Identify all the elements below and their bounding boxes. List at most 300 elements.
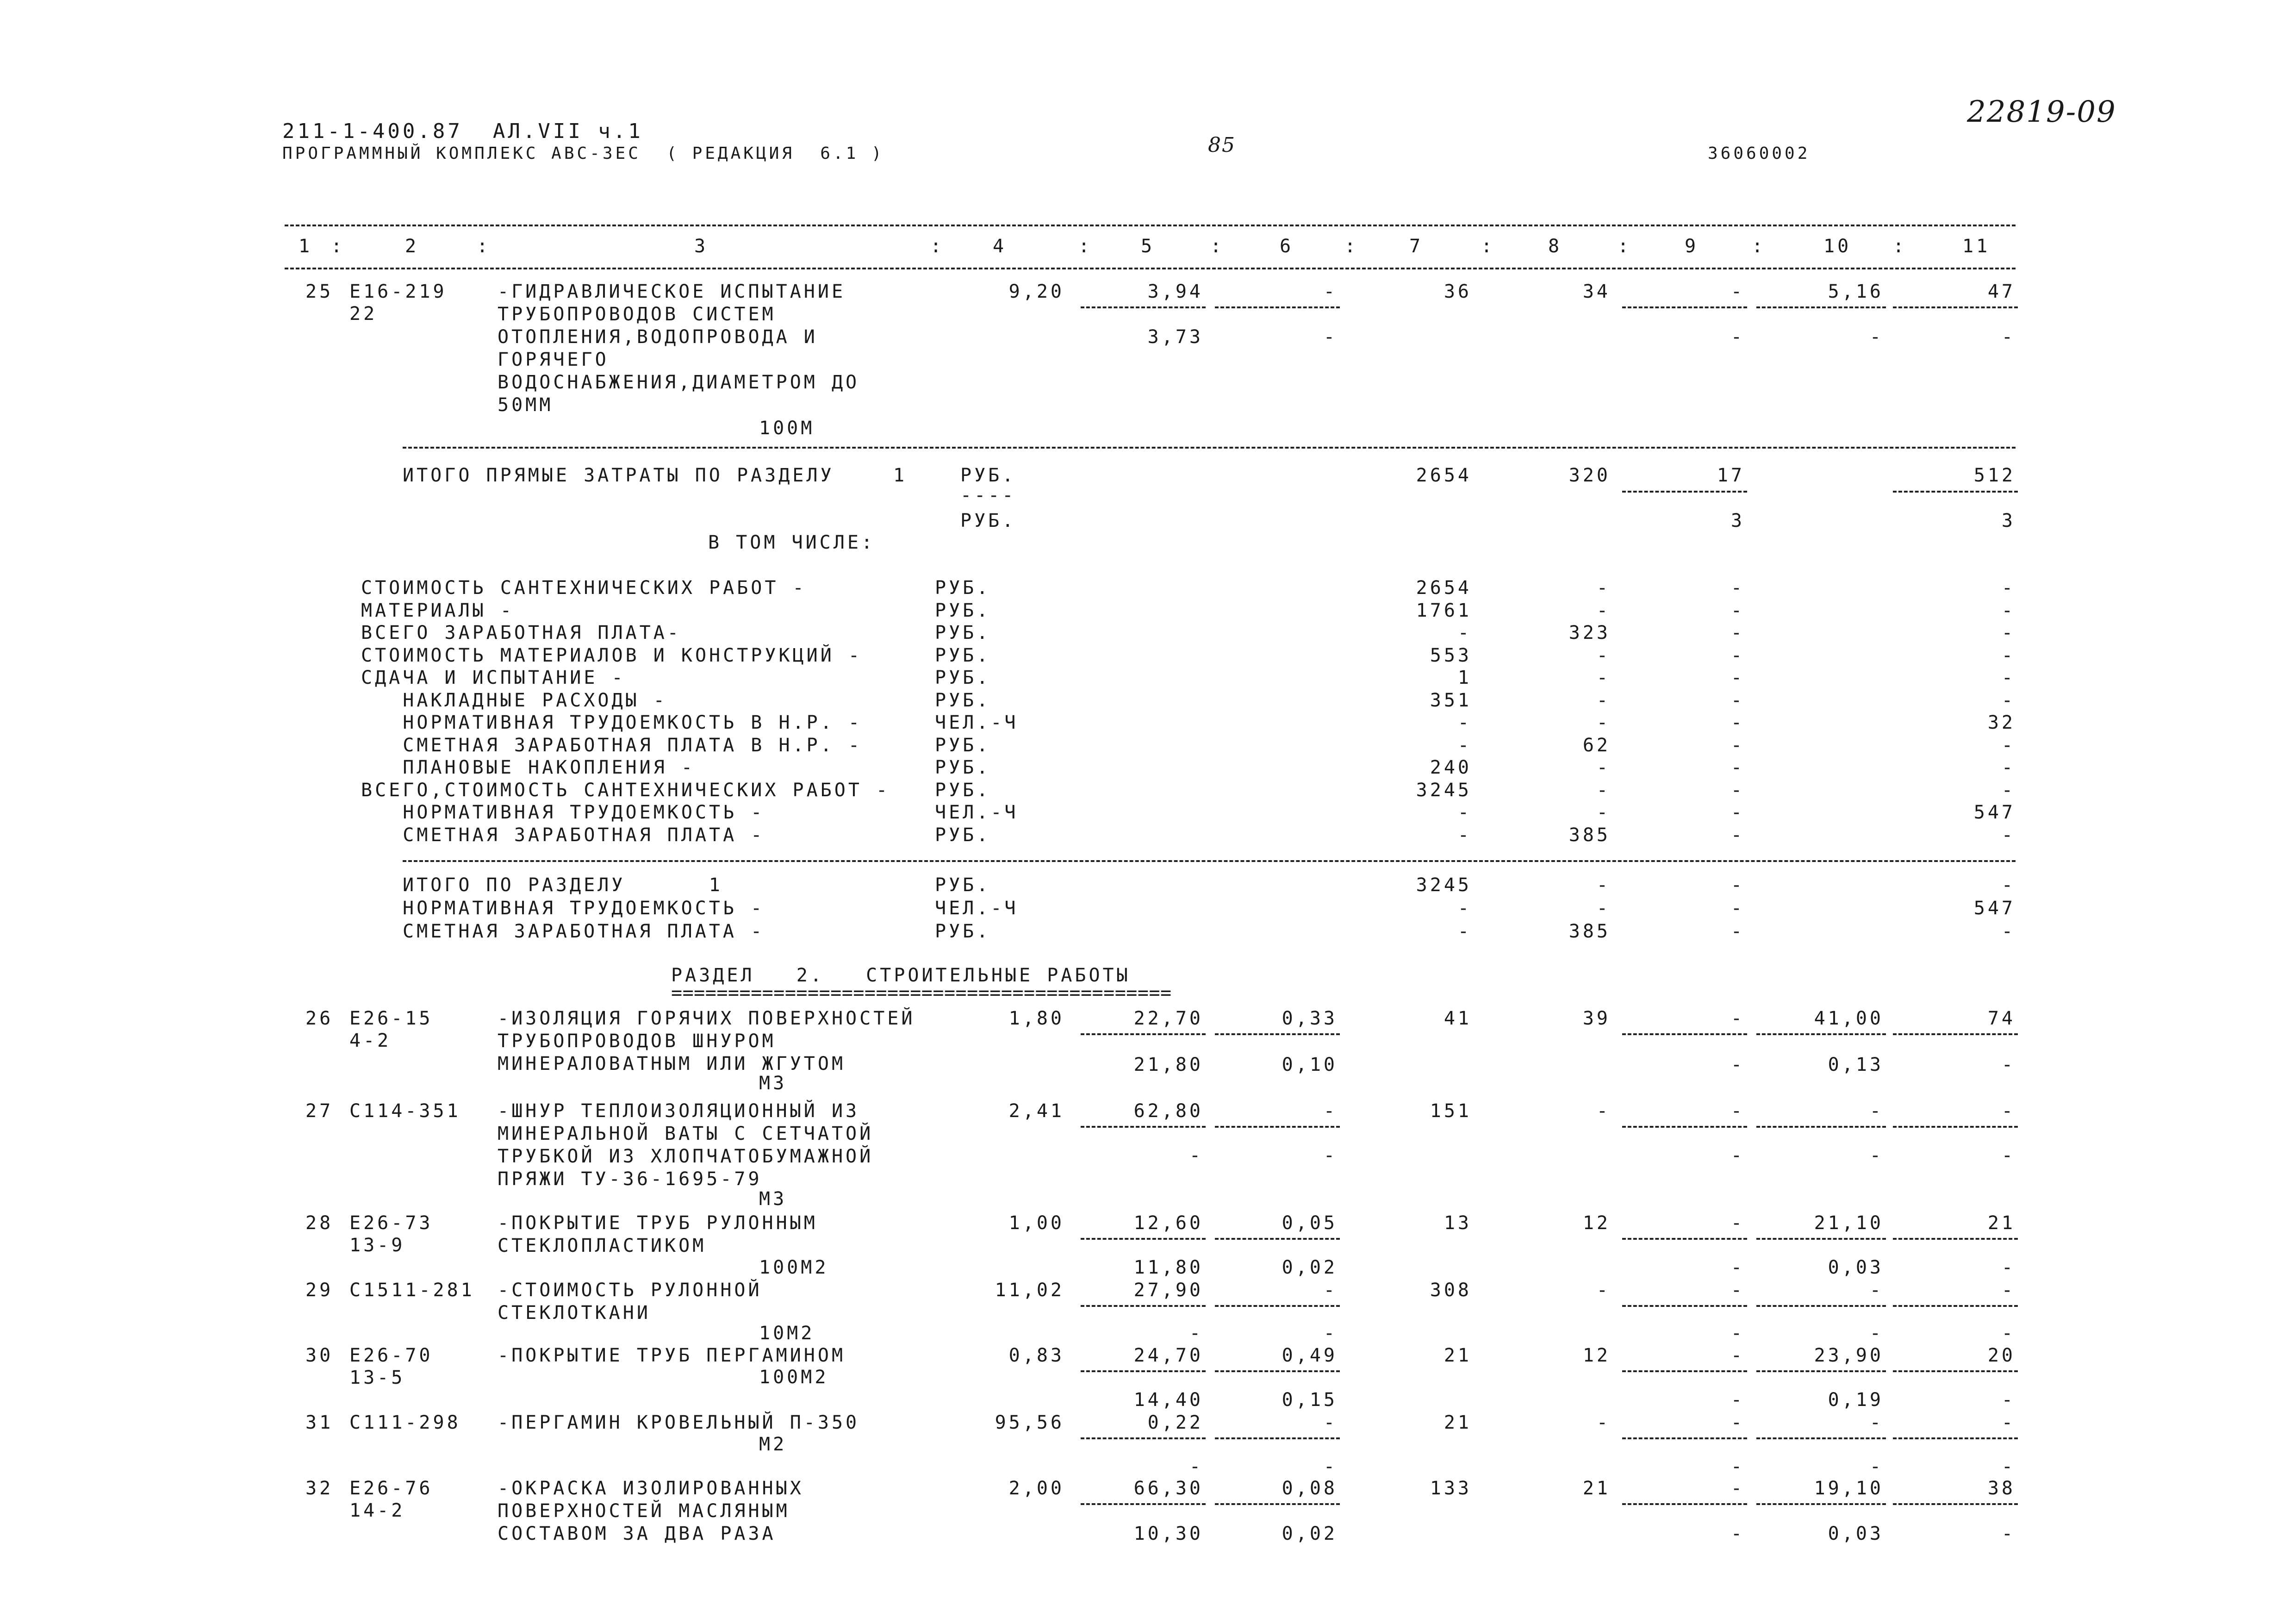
column-number: 6 bbox=[1280, 236, 1294, 257]
labor-total-cell: 21 bbox=[1987, 1212, 2016, 1234]
item-description: -ИЗОЛЯЦИЯ ГОРЯЧИХ ПОВЕРХНОСТЕЙ bbox=[498, 1008, 915, 1029]
breakdown-labor: - bbox=[2001, 690, 2016, 711]
labor-total-cell-2: - bbox=[2001, 1456, 2016, 1477]
total-wage-cell: - bbox=[1596, 1280, 1611, 1301]
subtotal-rule bbox=[1215, 1126, 1340, 1128]
section-total-cost: 3245 bbox=[1416, 874, 1472, 896]
breakdown-labor: - bbox=[2001, 824, 2016, 846]
subtotal-rule bbox=[1756, 1126, 1886, 1128]
code-number: 36060002 bbox=[1708, 144, 1811, 163]
unit-cost-cell: 3,94 bbox=[1147, 281, 1203, 302]
labor-total-cell-2: - bbox=[2001, 1323, 2016, 1344]
subtotal-rule bbox=[1215, 306, 1340, 308]
breakdown-unit: РУБ. bbox=[935, 645, 991, 666]
breakdown-total: - bbox=[1457, 802, 1472, 823]
breakdown-machine: - bbox=[1730, 712, 1745, 733]
direct-costs-labor-2: 3 bbox=[2001, 510, 2016, 531]
item-description: ТРУБОПРОВОДОВ ШНУРОМ bbox=[498, 1031, 776, 1052]
breakdown-label: СТОИМОСТЬ МАТЕРИАЛОВ И КОНСТРУКЦИЙ - bbox=[361, 645, 862, 666]
direct-costs-section: 1 bbox=[893, 465, 908, 486]
column-number: 2 bbox=[405, 236, 419, 257]
direct-costs-labor: 512 bbox=[1973, 465, 2016, 486]
subtotal-rule bbox=[1622, 1126, 1747, 1128]
column-number: 3 bbox=[694, 236, 709, 257]
section-total-label: ИТОГО ПО РАЗДЕЛУ 1 bbox=[403, 874, 723, 896]
item-unit: 100М2 bbox=[759, 1367, 829, 1388]
row-number: 27 bbox=[305, 1100, 334, 1122]
subtotal-rule bbox=[1622, 1238, 1747, 1240]
rate-code-sub: 4-2 bbox=[349, 1030, 392, 1051]
machine-cell: - bbox=[1730, 281, 1745, 302]
machine-cell-2: - bbox=[1730, 1389, 1745, 1411]
subtotal-rule bbox=[1893, 1033, 2018, 1035]
subtotal-rule bbox=[1215, 1503, 1340, 1505]
direct-costs-wage: 320 bbox=[1568, 465, 1611, 486]
labor-norm-cell: - bbox=[1869, 1280, 1884, 1301]
column-separator: : bbox=[930, 236, 945, 257]
rate-code: Е26-73 bbox=[349, 1212, 433, 1234]
column-number: 7 bbox=[1409, 236, 1424, 257]
breakdown-machine: - bbox=[1730, 780, 1745, 801]
breakdown-label: СМЕТНАЯ ЗАРАБОТНАЯ ПЛАТА В Н.Р. - bbox=[361, 735, 862, 756]
unit-cost-cell: 62,80 bbox=[1133, 1100, 1203, 1122]
breakdown-total: 351 bbox=[1430, 690, 1472, 711]
breakdown-unit: РУБ. bbox=[935, 757, 991, 778]
machine-cell: - bbox=[1730, 1008, 1745, 1029]
document-code: 211-1-400.87 АЛ.VII ч.1 bbox=[282, 119, 643, 143]
item-description: -ШНУР ТЕПЛОИЗОЛЯЦИОННЫЙ ИЗ bbox=[498, 1100, 860, 1122]
machine-cell-2: - bbox=[1730, 1323, 1745, 1344]
column-number: 4 bbox=[993, 236, 1007, 257]
total-cost-cell: 36 bbox=[1444, 281, 1472, 302]
breakdown-unit: ЧЕЛ.-Ч bbox=[935, 802, 1019, 823]
section-total-machine: - bbox=[1730, 874, 1745, 896]
breakdown-label: МАТЕРИАЛЫ - bbox=[361, 600, 514, 621]
machine-cell: - bbox=[1730, 1212, 1745, 1234]
unit-cost-cell-2: 3,73 bbox=[1147, 326, 1203, 348]
subtotal-rule bbox=[1622, 491, 1747, 493]
total-cost-cell: 151 bbox=[1430, 1100, 1472, 1122]
column-separator: : bbox=[331, 236, 345, 257]
unit-labor-cell-2: 0,10 bbox=[1282, 1054, 1338, 1075]
unit-cost-cell-2: - bbox=[1189, 1145, 1203, 1166]
item-description: ТРУБКОЙ ИЗ ХЛОПЧАТОБУМАЖНОЙ bbox=[498, 1146, 874, 1167]
breakdown-labor: - bbox=[2001, 577, 2016, 599]
direct-costs-machine: 17 bbox=[1717, 465, 1745, 486]
section-total-machine: - bbox=[1730, 921, 1745, 942]
breakdown-labor: 32 bbox=[1987, 712, 2016, 733]
breakdown-label: НОРМАТИВНАЯ ТРУДОЕМКОСТЬ В Н.Р. - bbox=[361, 712, 862, 733]
column-number: 8 bbox=[1548, 236, 1562, 257]
total-wage-cell: - bbox=[1596, 1100, 1611, 1122]
breakdown-label: НОРМАТИВНАЯ ТРУДОЕМКОСТЬ - bbox=[361, 802, 765, 823]
breakdown-machine: - bbox=[1730, 690, 1745, 711]
subtotal-rule bbox=[1622, 1305, 1747, 1307]
section-2-title: РАЗДЕЛ 2. СТРОИТЕЛЬНЫЕ РАБОТЫ bbox=[671, 965, 1131, 986]
subtotal-rule bbox=[1622, 1437, 1747, 1439]
section-total-wage: - bbox=[1596, 874, 1611, 896]
machine-cell-2: - bbox=[1730, 1054, 1745, 1075]
item-description: ГОРЯЧЕГО bbox=[498, 349, 609, 370]
subtotal-rule bbox=[1081, 1238, 1206, 1240]
machine-cell: - bbox=[1730, 1478, 1745, 1499]
breakdown-machine: - bbox=[1730, 577, 1745, 599]
quantity-cell: 1,00 bbox=[1008, 1212, 1064, 1234]
column-separator: : bbox=[477, 236, 491, 257]
unit-labor-cell: 0,08 bbox=[1282, 1478, 1338, 1499]
item-unit: 100М2 bbox=[759, 1257, 829, 1278]
total-cost-cell: 133 bbox=[1430, 1478, 1472, 1499]
section-total-unit: ЧЕЛ.-Ч bbox=[935, 898, 1019, 919]
section-total-wage: - bbox=[1596, 898, 1611, 919]
subtotal-rule bbox=[1893, 491, 2018, 493]
subtotal-rule bbox=[1081, 306, 1206, 308]
breakdown-total: - bbox=[1457, 735, 1472, 756]
item-description: -ПОКРЫТИЕ ТРУБ ПЕРГАМИНОМ bbox=[498, 1345, 846, 1366]
labor-norm-cell-2: - bbox=[1869, 1456, 1884, 1477]
labor-norm-cell: - bbox=[1869, 1100, 1884, 1122]
rate-code: С1511-281 bbox=[349, 1280, 475, 1301]
labor-total-cell: 47 bbox=[1987, 281, 2016, 302]
breakdown-label: СТОИМОСТЬ САНТЕХНИЧЕСКИХ РАБОТ - bbox=[361, 577, 807, 599]
unit-cost-cell-2: - bbox=[1189, 1323, 1203, 1344]
breakdown-labor: - bbox=[2001, 757, 2016, 778]
subtotal-rule bbox=[1622, 1370, 1747, 1372]
labor-total-cell: 38 bbox=[1987, 1478, 2016, 1499]
labor-norm-cell: 21,10 bbox=[1814, 1212, 1884, 1234]
breakdown-total: - bbox=[1457, 712, 1472, 733]
breakdown-wage: - bbox=[1596, 780, 1611, 801]
unit-cost-cell: 24,70 bbox=[1133, 1345, 1203, 1366]
row-number: 29 bbox=[305, 1280, 334, 1301]
breakdown-labor: - bbox=[2001, 645, 2016, 666]
breakdown-unit: РУБ. bbox=[935, 577, 991, 599]
breakdown-machine: - bbox=[1730, 735, 1745, 756]
column-number: 9 bbox=[1685, 236, 1699, 257]
labor-norm-cell-2: - bbox=[1869, 1323, 1884, 1344]
item-unit: 100М bbox=[759, 418, 815, 439]
section-total-label: СМЕТНАЯ ЗАРАБОТНАЯ ПЛАТА - bbox=[403, 921, 765, 942]
machine-cell: - bbox=[1730, 1280, 1745, 1301]
section-rule bbox=[403, 447, 2016, 449]
subtotal-rule bbox=[1081, 1503, 1206, 1505]
breakdown-unit: РУБ. bbox=[935, 622, 991, 643]
item-description: СТЕКЛОПЛАСТИКОМ bbox=[498, 1235, 707, 1256]
rate-code-sub: 22 bbox=[349, 303, 378, 325]
breakdown-machine: - bbox=[1730, 622, 1745, 643]
breakdown-wage: 385 bbox=[1568, 824, 1611, 846]
column-number: 10 bbox=[1823, 236, 1852, 257]
rate-code: С114-351 bbox=[349, 1100, 461, 1122]
row-number: 30 bbox=[305, 1345, 334, 1366]
labor-total-cell-2: - bbox=[2001, 1257, 2016, 1278]
direct-costs-dashes: ---- bbox=[960, 485, 1016, 506]
subtotal-rule bbox=[1215, 1370, 1340, 1372]
unit-cost-cell-2: 10,30 bbox=[1133, 1523, 1203, 1544]
section-total-labor: - bbox=[2001, 874, 2016, 896]
machine-cell: - bbox=[1730, 1100, 1745, 1122]
section-total-labor: 547 bbox=[1973, 898, 2016, 919]
section-total-labor: - bbox=[2001, 921, 2016, 942]
subtotal-rule bbox=[1893, 1503, 2018, 1505]
subtotal-rule bbox=[1893, 1238, 2018, 1240]
table-top-rule bbox=[285, 225, 2016, 226]
breakdown-unit: РУБ. bbox=[935, 735, 991, 756]
unit-labor-cell-2: 0,02 bbox=[1282, 1523, 1338, 1544]
quantity-cell: 0,83 bbox=[1008, 1345, 1064, 1366]
item-unit: М3 bbox=[759, 1073, 787, 1094]
column-separator: : bbox=[1893, 236, 1907, 257]
subtotal-rule bbox=[1215, 1437, 1340, 1439]
total-wage-cell: 12 bbox=[1582, 1345, 1611, 1366]
total-cost-cell: 308 bbox=[1430, 1280, 1472, 1301]
unit-labor-cell-2: - bbox=[1323, 326, 1338, 348]
breakdown-labor: - bbox=[2001, 735, 2016, 756]
labor-total-cell: - bbox=[2001, 1412, 2016, 1433]
rate-code: Е16-219 bbox=[349, 281, 447, 302]
labor-norm-cell-2: 0,13 bbox=[1828, 1054, 1884, 1075]
subtotal-rule bbox=[1622, 1503, 1747, 1505]
subtotal-rule bbox=[1756, 306, 1886, 308]
unit-cost-cell: 22,70 bbox=[1133, 1008, 1203, 1029]
item-description: -ПЕРГАМИН КРОВЕЛЬНЫЙ П-350 bbox=[498, 1412, 860, 1433]
labor-norm-cell: - bbox=[1869, 1412, 1884, 1433]
table-header-rule bbox=[285, 268, 2016, 269]
including-label: В ТОМ ЧИСЛЕ: bbox=[708, 532, 875, 553]
item-description: -ОКРАСКА ИЗОЛИРОВАННЫХ bbox=[498, 1478, 804, 1499]
breakdown-label: ВСЕГО,СТОИМОСТЬ САНТЕХНИЧЕСКИХ РАБОТ - bbox=[361, 780, 890, 801]
stamp-number: 22819-09 bbox=[1967, 95, 2116, 129]
subtotal-rule bbox=[1893, 1305, 2018, 1307]
labor-norm-cell: 19,10 bbox=[1814, 1478, 1884, 1499]
unit-labor-cell: 0,05 bbox=[1282, 1212, 1338, 1234]
breakdown-labor: - bbox=[2001, 600, 2016, 621]
breakdown-total: - bbox=[1457, 622, 1472, 643]
subtotal-rule bbox=[1756, 1370, 1886, 1372]
quantity-cell: 2,00 bbox=[1008, 1478, 1064, 1499]
breakdown-machine: - bbox=[1730, 600, 1745, 621]
breakdown-wage: - bbox=[1596, 757, 1611, 778]
machine-cell-2: - bbox=[1730, 1145, 1745, 1166]
breakdown-total: - bbox=[1457, 824, 1472, 846]
rate-code-sub: 13-9 bbox=[349, 1235, 405, 1256]
section-total-unit: РУБ. bbox=[935, 921, 991, 942]
section-total-cost: - bbox=[1457, 921, 1472, 942]
labor-total-cell-2: - bbox=[2001, 1145, 2016, 1166]
breakdown-total: 1 bbox=[1457, 667, 1472, 688]
breakdown-unit: РУБ. bbox=[935, 780, 991, 801]
total-wage-cell: 21 bbox=[1582, 1478, 1611, 1499]
labor-norm-cell-2: 0,19 bbox=[1828, 1389, 1884, 1411]
machine-cell-2: - bbox=[1730, 1456, 1745, 1477]
total-cost-cell: 41 bbox=[1444, 1008, 1472, 1029]
labor-total-cell: - bbox=[2001, 1280, 2016, 1301]
item-description: 50ММ bbox=[498, 394, 554, 416]
item-description: СОСТАВОМ ЗА ДВА РАЗА bbox=[498, 1523, 776, 1544]
total-wage-cell: 34 bbox=[1582, 281, 1611, 302]
rate-code-sub: 13-5 bbox=[349, 1367, 405, 1388]
breakdown-labor: 547 bbox=[1973, 802, 2016, 823]
row-number: 32 bbox=[305, 1478, 334, 1499]
labor-norm-cell: 23,90 bbox=[1814, 1345, 1884, 1366]
section-total-machine: - bbox=[1730, 898, 1745, 919]
machine-cell: - bbox=[1730, 1412, 1745, 1433]
rate-code: Е26-76 bbox=[349, 1478, 433, 1499]
breakdown-wage: - bbox=[1596, 600, 1611, 621]
subtotal-rule bbox=[1215, 1238, 1340, 1240]
breakdown-unit: РУБ. bbox=[935, 690, 991, 711]
machine-cell-2: - bbox=[1730, 326, 1745, 348]
labor-norm-cell-2: - bbox=[1869, 1145, 1884, 1166]
item-description: ОТОПЛЕНИЯ,ВОДОПРОВОДА И bbox=[498, 326, 818, 348]
labor-total-cell: - bbox=[2001, 1100, 2016, 1122]
machine-cell-2: - bbox=[1730, 1257, 1745, 1278]
column-separator: : bbox=[1344, 236, 1359, 257]
row-number: 28 bbox=[305, 1212, 334, 1234]
total-wage-cell: - bbox=[1596, 1412, 1611, 1433]
unit-labor-cell-2: - bbox=[1323, 1145, 1338, 1166]
breakdown-wage: - bbox=[1596, 712, 1611, 733]
column-number: 11 bbox=[1962, 236, 1991, 257]
row-number: 26 bbox=[305, 1008, 334, 1029]
direct-costs-label: ИТОГО ПРЯМЫЕ ЗАТРАТЫ ПО РАЗДЕЛУ bbox=[403, 465, 834, 486]
page-number: 85 bbox=[1208, 133, 1236, 157]
item-description: -ПОКРЫТИЕ ТРУБ РУЛОННЫМ bbox=[498, 1212, 818, 1234]
breakdown-unit: РУБ. bbox=[935, 600, 991, 621]
unit-labor-cell: 0,49 bbox=[1282, 1345, 1338, 1366]
subtotal-rule bbox=[1081, 1305, 1206, 1307]
direct-costs-total: 2654 bbox=[1416, 465, 1472, 486]
rate-code: С111-298 bbox=[349, 1412, 461, 1433]
quantity-cell: 11,02 bbox=[995, 1280, 1064, 1301]
breakdown-label: НАКЛАДНЫЕ РАСХОДЫ - bbox=[361, 690, 667, 711]
section-total-label: НОРМАТИВНАЯ ТРУДОЕМКОСТЬ - bbox=[403, 898, 765, 919]
row-number: 25 bbox=[305, 281, 334, 302]
subtotal-rule bbox=[1081, 1437, 1206, 1439]
program-name: ПРОГРАММНЫЙ КОМПЛЕКС АВС-3ЕС ( РЕДАКЦИЯ 6.1 ) bbox=[282, 144, 884, 163]
labor-norm-cell-2: 0,03 bbox=[1828, 1523, 1884, 1544]
unit-labor-cell: 0,33 bbox=[1282, 1008, 1338, 1029]
total-wage-cell: 12 bbox=[1582, 1212, 1611, 1234]
breakdown-wage: - bbox=[1596, 645, 1611, 666]
direct-costs-unit: РУБ. bbox=[960, 465, 1016, 486]
column-number: 1 bbox=[299, 236, 313, 257]
item-description: МИНЕРАЛОВАТНЫМ ИЛИ ЖГУТОМ bbox=[498, 1053, 846, 1074]
machine-cell: - bbox=[1730, 1345, 1745, 1366]
subtotal-rule bbox=[1893, 1370, 2018, 1372]
breakdown-wage: 323 bbox=[1568, 622, 1611, 643]
labor-norm-cell: 41,00 bbox=[1814, 1008, 1884, 1029]
labor-norm-cell-2: - bbox=[1869, 326, 1884, 348]
breakdown-wage: - bbox=[1596, 577, 1611, 599]
rate-code: Е26-15 bbox=[349, 1008, 433, 1029]
column-separator: : bbox=[1481, 236, 1495, 257]
breakdown-wage: - bbox=[1596, 690, 1611, 711]
breakdown-machine: - bbox=[1730, 667, 1745, 688]
item-description: ВОДОСНАБЖЕНИЯ,ДИАМЕТРОМ ДО bbox=[498, 372, 860, 393]
item-unit: 10М2 bbox=[759, 1323, 815, 1344]
breakdown-total: 2654 bbox=[1416, 577, 1472, 599]
item-description: СТЕКЛОТКАНИ bbox=[498, 1302, 651, 1324]
unit-labor-cell: - bbox=[1323, 281, 1338, 302]
column-separator: : bbox=[1618, 236, 1632, 257]
breakdown-unit: РУБ. bbox=[935, 667, 991, 688]
labor-total-cell-2: - bbox=[2001, 1389, 2016, 1411]
subtotal-rule bbox=[1756, 1503, 1886, 1505]
direct-costs-unit-2: РУБ. bbox=[960, 510, 1016, 531]
unit-cost-cell-2: - bbox=[1189, 1456, 1203, 1477]
subtotal-rule bbox=[1756, 1033, 1886, 1035]
item-unit: М2 bbox=[759, 1434, 787, 1455]
total-wage-cell: 39 bbox=[1582, 1008, 1611, 1029]
quantity-cell: 1,80 bbox=[1008, 1008, 1064, 1029]
column-separator: : bbox=[1752, 236, 1766, 257]
subtotal-rule bbox=[1756, 1238, 1886, 1240]
labor-total-cell-2: - bbox=[2001, 1523, 2016, 1544]
unit-cost-cell: 12,60 bbox=[1133, 1212, 1203, 1234]
labor-total-cell: 74 bbox=[1987, 1008, 2016, 1029]
section-rule bbox=[403, 860, 2016, 862]
subtotal-rule bbox=[1893, 1126, 2018, 1128]
total-cost-cell: 13 bbox=[1444, 1212, 1472, 1234]
labor-total-cell-2: - bbox=[2001, 326, 2016, 348]
subtotal-rule bbox=[1756, 1437, 1886, 1439]
breakdown-wage: 62 bbox=[1582, 735, 1611, 756]
breakdown-total: 3245 bbox=[1416, 780, 1472, 801]
quantity-cell: 2,41 bbox=[1008, 1100, 1064, 1122]
breakdown-machine: - bbox=[1730, 802, 1745, 823]
rate-code: Е26-70 bbox=[349, 1345, 433, 1366]
row-number: 31 bbox=[305, 1412, 334, 1433]
subtotal-rule bbox=[1215, 1033, 1340, 1035]
unit-labor-cell-2: - bbox=[1323, 1323, 1338, 1344]
unit-labor-cell: - bbox=[1323, 1412, 1338, 1433]
subtotal-rule bbox=[1215, 1305, 1340, 1307]
breakdown-label: ВСЕГО ЗАРАБОТНАЯ ПЛАТА- bbox=[361, 622, 681, 643]
subtotal-rule bbox=[1622, 306, 1747, 308]
section-total-unit: РУБ. bbox=[935, 874, 991, 896]
labor-norm-cell: 5,16 bbox=[1828, 281, 1884, 302]
breakdown-unit: РУБ. bbox=[935, 824, 991, 846]
direct-costs-machine-2: 3 bbox=[1730, 510, 1745, 531]
breakdown-labor: - bbox=[2001, 667, 2016, 688]
subtotal-rule bbox=[1622, 1033, 1747, 1035]
rate-code-sub: 14-2 bbox=[349, 1500, 405, 1521]
item-unit: М3 bbox=[759, 1188, 787, 1210]
breakdown-labor: - bbox=[2001, 780, 2016, 801]
unit-labor-cell-2: 0,02 bbox=[1282, 1257, 1338, 1278]
total-cost-cell: 21 bbox=[1444, 1345, 1472, 1366]
item-description: ТРУБОПРОВОДОВ СИСТЕМ bbox=[498, 304, 776, 325]
labor-norm-cell-2: 0,03 bbox=[1828, 1257, 1884, 1278]
subtotal-rule bbox=[1081, 1033, 1206, 1035]
unit-cost-cell-2: 11,80 bbox=[1133, 1257, 1203, 1278]
subtotal-rule bbox=[1756, 1305, 1886, 1307]
breakdown-total: 1761 bbox=[1416, 600, 1472, 621]
unit-labor-cell-2: - bbox=[1323, 1456, 1338, 1477]
breakdown-wage: - bbox=[1596, 667, 1611, 688]
breakdown-unit: ЧЕЛ.-Ч bbox=[935, 712, 1019, 733]
unit-labor-cell: - bbox=[1323, 1280, 1338, 1301]
breakdown-label: СДАЧА И ИСПЫТАНИЕ - bbox=[361, 667, 626, 688]
breakdown-wage: - bbox=[1596, 802, 1611, 823]
column-separator: : bbox=[1078, 236, 1093, 257]
subtotal-rule bbox=[1893, 306, 2018, 308]
unit-labor-cell-2: 0,15 bbox=[1282, 1389, 1338, 1411]
labor-total-cell: 20 bbox=[1987, 1345, 2016, 1366]
breakdown-label: СМЕТНАЯ ЗАРАБОТНАЯ ПЛАТА - bbox=[361, 824, 765, 846]
subtotal-rule bbox=[1081, 1370, 1206, 1372]
